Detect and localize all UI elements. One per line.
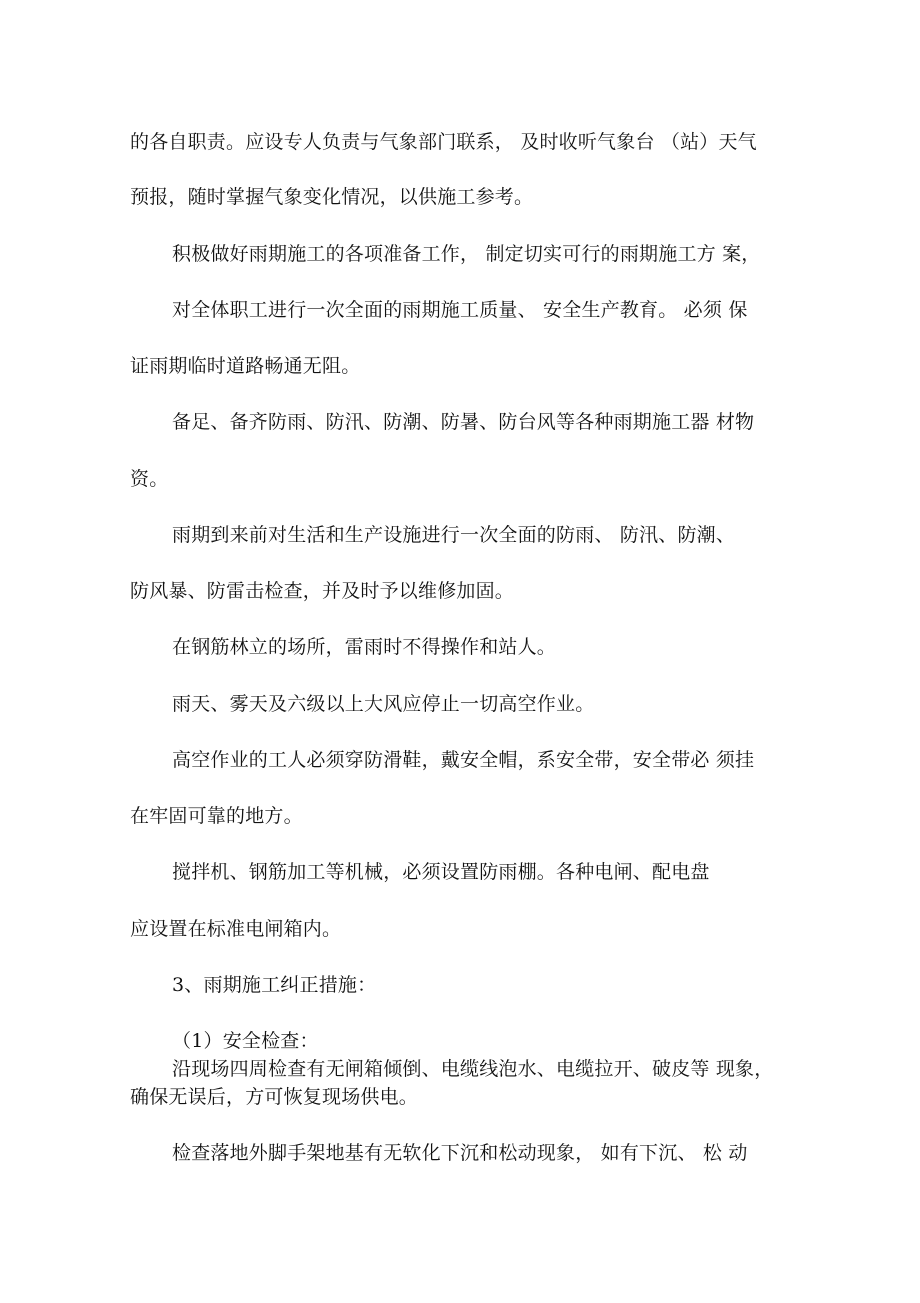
text-line: 确保无误后，方可恢复现场供电。 [130, 1086, 419, 1108]
text-line: 积极做好雨期施工的各项准备工作， 制定切实可行的雨期施工方 案， [172, 243, 761, 265]
text-line: 对全体职工进行一次全面的雨期施工质量、 安全生产教育。 必须 保 [172, 299, 748, 321]
text-line: 沿现场四周检查有无闸箱倾倒、电缆线泡水、电缆拉开、破皮等 现象， [172, 1058, 774, 1080]
text-line: 证雨期临时道路畅通无阻。 [130, 355, 361, 377]
text-line: 检查落地外脚手架地基有无软化下沉和松动现象， 如有下沉、 松 动 [172, 1142, 748, 1164]
text-line: 在牢固可靠的地方。 [130, 805, 303, 827]
text-line: 应设置在标准电闸箱内。 [130, 918, 342, 940]
text-line: 雨天、雾天及六级以上大风应停止一切高空作业。 [172, 693, 595, 715]
subsection-heading: （1）安全检查： [172, 1030, 319, 1052]
text-line: 资。 [130, 468, 169, 490]
text-line: 防风暴、防雷击检查，并及时予以维修加固。 [130, 580, 515, 602]
text-line: 预报，随时掌握气象变化情况，以供施工参考。 [130, 186, 534, 208]
text-line: 备足、备齐防雨、防汛、防潮、防暑、防台风等各种雨期施工器 材物 [172, 411, 755, 433]
text-line: 高空作业的工人必须穿防滑鞋，戴安全帽，系安全带，安全带必 须挂 [172, 749, 755, 771]
text-line: 的各自职责。应设专人负责与气象部门联系， 及时收听气象台 （站）天气 [130, 131, 757, 153]
text-line: 在钢筋林立的场所，雷雨时不得操作和站人。 [172, 636, 557, 658]
text-line: 搅拌机、钢筋加工等机械，必须设置防雨棚。各种电闸、配电盘 [172, 861, 710, 883]
section-heading: 3、雨期施工纠正措施： [172, 974, 377, 996]
text-line: 雨期到来前对生活和生产设施进行一次全面的防雨、 防汛、防潮、 [172, 524, 736, 546]
